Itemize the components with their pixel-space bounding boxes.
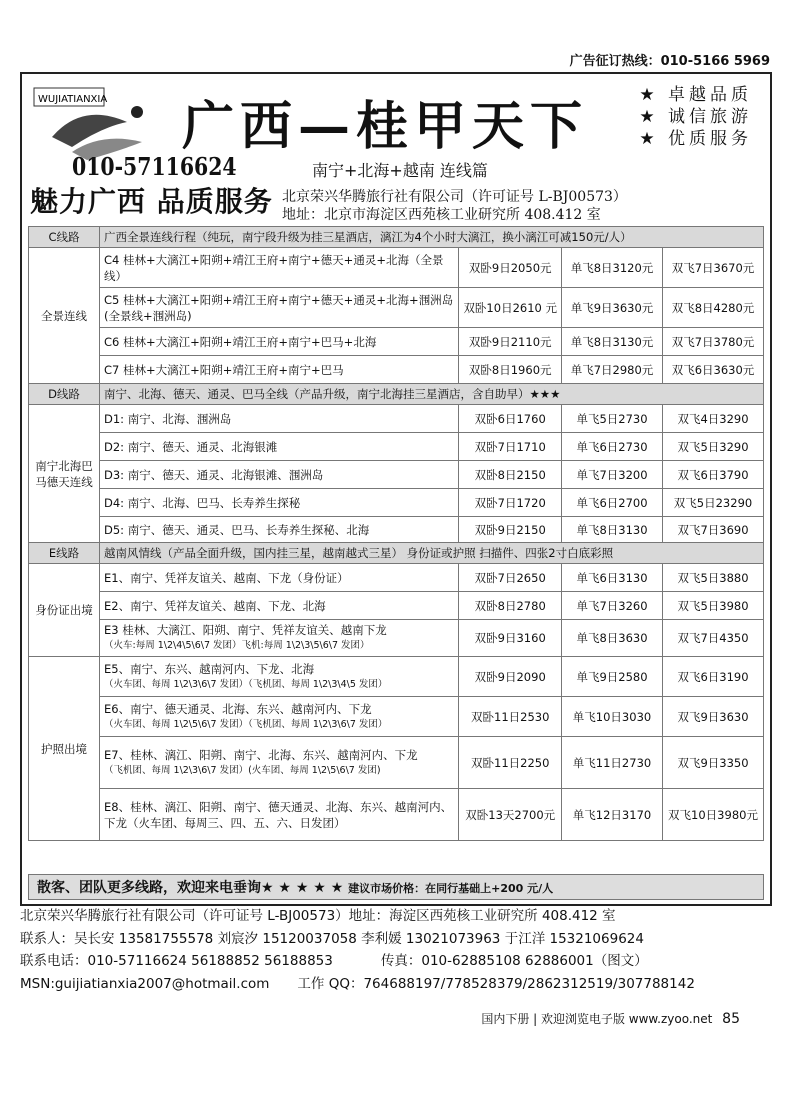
- logo-text: WUJIATIANXIA: [38, 94, 108, 105]
- routes-table: [28, 226, 764, 841]
- price-cell: 双飞6日3790: [663, 461, 764, 489]
- price-cell: 双卧8日2780: [459, 592, 562, 620]
- price-cell: 单飞11日2730: [562, 737, 663, 789]
- group-label: 南宁北海巴马德天连线: [29, 405, 100, 543]
- route-note: （火车团、每周 1\2\3\6\7 发团）（飞机团、每周 1\2\3\4\5 发团）: [104, 678, 388, 690]
- table-row: [29, 328, 764, 356]
- price-cell: 双飞10日3980元: [663, 789, 764, 841]
- price-cell: 单飞9日3630元: [562, 288, 663, 328]
- price-cell: 单飞8日3120元: [562, 248, 663, 288]
- table-row: [29, 789, 764, 841]
- route-cell: D1: 南宁、北海、涠洲岛: [100, 405, 459, 433]
- table-row: [29, 737, 764, 789]
- table-row: [29, 592, 764, 620]
- route-cell: D5: 南宁、德天、通灵、巴马、长寿养生探秘、北海: [100, 517, 459, 543]
- route-cell: C6 桂林+大漓江+阳朔+靖江王府+南宁+巴马+北海: [100, 328, 459, 356]
- table-row: [29, 461, 764, 489]
- section-desc: 广西全景连线行程（纯玩，南宁段升级为挂三星酒店，漓江为4个小时大漓江，换小漓江可减150元/人）: [100, 227, 764, 248]
- price-cell: 双飞7日3670元: [663, 248, 764, 288]
- slogan-2: ★ 诚信旅游: [639, 107, 752, 127]
- section-desc: 南宁、北海、德天、通灵、巴马全线（产品升级，南宁北海挂三星酒店，含自助早）★★★: [100, 384, 764, 405]
- price-cell: 双飞6日3190: [663, 657, 764, 697]
- contact-msn: MSN:guijiatianxia2007@hotmail.com: [20, 975, 270, 992]
- route-cell: [100, 620, 459, 657]
- route-text: E7、桂林、漓江、阳朔、南宁、北海、东兴、越南河内、下龙: [104, 747, 418, 762]
- price-cell: 双卧8日1960元: [459, 356, 562, 384]
- route-cell: C7 桂林+大漓江+阳朔+靖江王府+南宁+巴马: [100, 356, 459, 384]
- price-cell: 单飞12日3170: [562, 789, 663, 841]
- route-cell: D2: 南宁、德天、通灵、北海银滩: [100, 433, 459, 461]
- price-cell: 双卧9日2110元: [459, 328, 562, 356]
- page-footer: [481, 1010, 740, 1027]
- contact-qq: 工作 QQ：764688197/778528379/2862312519/307788142: [297, 975, 695, 992]
- price-cell: 双飞9日3630: [663, 697, 764, 737]
- price-cell: 单飞6日3130: [562, 564, 663, 592]
- group-label: 护照出境: [29, 657, 100, 841]
- price-cell: 双飞7日3780元: [663, 328, 764, 356]
- price-cell: 单飞7日3200: [562, 461, 663, 489]
- line-code: D线路: [29, 384, 100, 405]
- price-cell: 单飞5日2730: [562, 405, 663, 433]
- route-cell: E2、南宁、凭祥友谊关、越南、下龙、北海: [100, 592, 459, 620]
- price-cell: 双卧9日2050元: [459, 248, 562, 288]
- section-header-d: [29, 384, 764, 405]
- section-header-c: [29, 227, 764, 248]
- price-cell: 双卧11日2250: [459, 737, 562, 789]
- contact-company: 北京荣兴华腾旅行社有限公司（许可证号 L-BJ00573）地址：海淀区西苑核工业研究所 408.412 室: [20, 908, 616, 924]
- price-cell: 单飞9日2580: [562, 657, 663, 697]
- price-cell: 双卧9日2150: [459, 517, 562, 543]
- price-cell: 双卧13天2700元: [459, 789, 562, 841]
- table-row: [29, 288, 764, 328]
- section-desc: 越南风情线（产品全面升级，国内挂三星，越南越式三星） 身份证或护照 扫描件、四张2寸白底彩照: [100, 543, 764, 564]
- price-cell: 双飞5日3980: [663, 592, 764, 620]
- table-row: [29, 697, 764, 737]
- contact-section: [20, 905, 770, 995]
- route-cell: C5 桂林+大漓江+阳朔+靖江王府+南宁+德天+通灵+北海+涠洲岛(全景线+涠洲岛): [100, 288, 459, 328]
- price-cell: 单飞8日3630: [562, 620, 663, 657]
- price-cell: 单飞10日3030: [562, 697, 663, 737]
- price-cell: 双飞5日3880: [663, 564, 764, 592]
- line-code: C线路: [29, 227, 100, 248]
- route-cell: C4 桂林+大漓江+阳朔+靖江王府+南宁+德天+通灵+北海（全景线）: [100, 248, 459, 288]
- table-row: [29, 405, 764, 433]
- slogans: [639, 84, 752, 150]
- price-cell: 双卧6日1760: [459, 405, 562, 433]
- contact-line: [20, 905, 770, 928]
- route-cell: [100, 697, 459, 737]
- footer-text: 国内下册 | 欢迎浏览电子版 www.zyoo.net: [481, 1012, 713, 1026]
- table-row: [29, 620, 764, 657]
- price-cell: 单飞8日3130元: [562, 328, 663, 356]
- contact-phones: 联系电话：010-57116624 56188852 56188853: [20, 953, 333, 969]
- table-row: [29, 433, 764, 461]
- page-number: 85: [722, 1011, 740, 1027]
- subtitle: 南宁+北海+越南 连线篇: [312, 161, 488, 180]
- price-cell: 双卧9日2090: [459, 657, 562, 697]
- route-cell: [100, 737, 459, 789]
- route-text: E6、南宁、德天通灵、北海、东兴、越南河内、下龙: [104, 701, 372, 716]
- price-cell: 双卧7日2650: [459, 564, 562, 592]
- price-cell: 双飞9日3350: [663, 737, 764, 789]
- price-cell: 双卧10日2610 元: [459, 288, 562, 328]
- company-address: 地址：北京市海淀区西苑核工业研究所 408.412 室: [282, 207, 601, 223]
- line-code: E线路: [29, 543, 100, 564]
- price-cell: 单飞6日2700: [562, 489, 663, 517]
- company-name: 北京荣兴华腾旅行社有限公司（许可证号 L-BJ00573）: [282, 189, 627, 205]
- table-row: [29, 517, 764, 543]
- price-cell: 双飞8日4280元: [663, 288, 764, 328]
- logo: [32, 82, 172, 162]
- price-cell: 双卧11日2530: [459, 697, 562, 737]
- price-cell: 双卧8日2150: [459, 461, 562, 489]
- route-cell: E8、桂林、漓江、阳朔、南宁、德天通灵、北海、东兴、越南河内、下龙（火车团、每周三、四、五、六、日发团）: [100, 789, 459, 841]
- route-text: E3 桂林、大漓江、阳朔、南宁、凭祥友谊关、越南下龙: [104, 623, 387, 637]
- route-text: E5、南宁、东兴、越南河内、下龙、北海: [104, 661, 315, 676]
- slogan-1: ★ 卓越品质: [639, 85, 752, 105]
- contact-persons: 联系人：吴长安 13581755578 刘宸汐 15120037058 李利媛 13021073963 于江洋 15321069624: [20, 930, 644, 947]
- contact-line: [20, 973, 770, 996]
- route-note: （飞机团、每周 1\2\3\6\7 发团）(火车团、每周 1\2\5\6\7 发团): [104, 764, 381, 776]
- price-cell: 双飞5日23290: [663, 489, 764, 517]
- contact-line: [20, 950, 770, 973]
- main-title: 广西—桂甲天下: [182, 96, 589, 157]
- footer-slogan: 散客、团队更多线路，欢迎来电垂询★ ★ ★ ★ ★: [37, 880, 344, 896]
- header: [22, 74, 770, 234]
- section-header-e: [29, 543, 764, 564]
- route-cell: D3: 南宁、德天、通灵、北海银滩、涠洲岛: [100, 461, 459, 489]
- route-note: （火车团、每周 1\2\5\6\7 发团）（飞机团、每周 1\2\3\6\7 发团）: [104, 718, 388, 730]
- price-note: 建议市场价格：在同行基础上+200 元/人: [348, 882, 554, 895]
- price-cell: 单飞7日3260: [562, 592, 663, 620]
- ad-frame: [20, 72, 772, 906]
- price-cell: 双飞7日4350: [663, 620, 764, 657]
- slogan-3: ★ 优质服务: [639, 129, 752, 149]
- route-cell: [100, 657, 459, 697]
- price-cell: 双飞5日3290: [663, 433, 764, 461]
- route-cell: E1、南宁、凭祥友谊关、越南、下龙（身份证）: [100, 564, 459, 592]
- route-note: （火车:每周 1\2\4\5\6\7 发团）飞机:每周 1\2\3\5\6\7 发团）: [104, 640, 370, 651]
- price-cell: 双卧9日3160: [459, 620, 562, 657]
- table-row: [29, 564, 764, 592]
- contact-fax: 传真：010-62885108 62886001（图文）: [380, 953, 648, 969]
- charm-slogan: 魅力广西 品质服务: [30, 185, 273, 218]
- price-cell: 双卧7日1710: [459, 433, 562, 461]
- price-cell: 双卧7日1720: [459, 489, 562, 517]
- footer-bar: [28, 874, 764, 900]
- table-row: [29, 248, 764, 288]
- price-cell: 双飞6日3630元: [663, 356, 764, 384]
- price-cell: 单飞6日2730: [562, 433, 663, 461]
- phone-number: 010-57116624: [72, 152, 237, 181]
- ad-hotline: 广告征订热线：010-5166 5969: [569, 54, 770, 69]
- group-label: 全景连线: [29, 248, 100, 384]
- price-cell: 单飞8日3130: [562, 517, 663, 543]
- contact-line: [20, 928, 770, 951]
- table-row: [29, 356, 764, 384]
- price-cell: 双飞7日3690: [663, 517, 764, 543]
- route-cell: D4: 南宁、北海、巴马、长寿养生探秘: [100, 489, 459, 517]
- price-cell: 单飞7日2980元: [562, 356, 663, 384]
- table-row: [29, 489, 764, 517]
- price-cell: 双飞4日3290: [663, 405, 764, 433]
- group-label: 身份证出境: [29, 564, 100, 657]
- table-row: [29, 657, 764, 697]
